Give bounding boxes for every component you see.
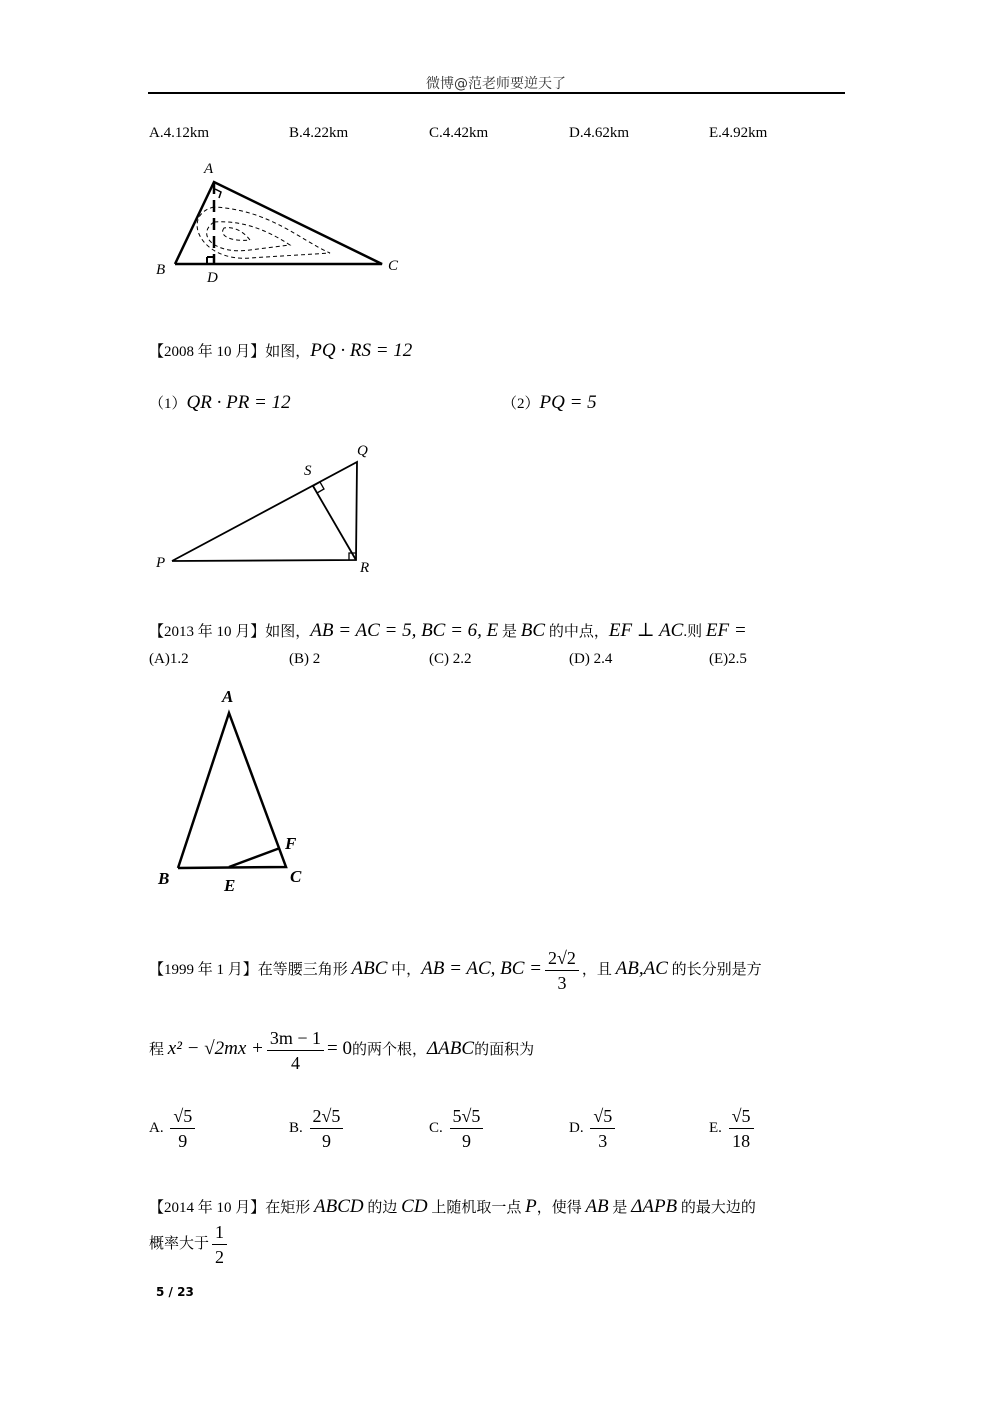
fig2-label-r: R xyxy=(360,560,370,576)
fig2-label-q: Q xyxy=(357,443,368,459)
fig2-label-s: S xyxy=(304,463,312,479)
text: 的长分别是方 xyxy=(667,961,762,978)
math: EF = xyxy=(705,620,747,641)
source-tag: 【2014 年 10 月】 xyxy=(149,1200,266,1216)
fig1-label-d: D xyxy=(207,270,218,286)
math: AB,AC xyxy=(615,957,668,979)
text: 概率大于 xyxy=(149,1235,210,1252)
option-c: (C) 2.2 xyxy=(429,651,472,667)
q3-stem-line1 xyxy=(149,946,762,995)
math: EF ⊥ AC xyxy=(608,620,684,641)
fraction xyxy=(267,1026,324,1075)
fig1-label-b: B xyxy=(156,262,166,278)
math: P xyxy=(525,1196,537,1217)
fraction xyxy=(170,1104,195,1153)
fig3-label-f: F xyxy=(285,834,297,853)
text: 中， xyxy=(387,961,422,978)
option-label: A. xyxy=(149,1119,164,1136)
denominator: 2 xyxy=(215,1247,225,1267)
option-c: C.4.42km xyxy=(429,125,489,141)
text: ，且 xyxy=(581,961,616,978)
condition-math: QR · PR = 12 xyxy=(186,392,291,413)
q3-stem-line2 xyxy=(149,1026,534,1075)
text: 的两个根， xyxy=(352,1041,428,1058)
q4-stem-line2 xyxy=(149,1220,230,1269)
fraction xyxy=(310,1104,344,1153)
denominator: 4 xyxy=(290,1053,300,1073)
intro-text: 如图， xyxy=(265,624,311,640)
option-d: (D) 2.4 xyxy=(569,651,613,667)
q1-condition-1 xyxy=(149,392,291,414)
q4-stem-line1 xyxy=(149,1196,756,1218)
text: 是 xyxy=(608,1200,632,1216)
source-tag: 【2013 年 10 月】 xyxy=(149,624,266,640)
fraction xyxy=(212,1220,227,1269)
text: 程 xyxy=(149,1041,168,1058)
option-label: E. xyxy=(709,1119,722,1136)
option-a xyxy=(149,1104,198,1153)
fraction xyxy=(590,1104,615,1153)
fig3-label-a: A xyxy=(222,687,234,706)
fig3-label-e: E xyxy=(224,876,236,895)
option-e: E.4.92km xyxy=(709,125,768,141)
denominator: 9 xyxy=(321,1131,331,1151)
fraction xyxy=(450,1104,484,1153)
intro-text: 如图， xyxy=(265,344,311,360)
numerator: √5 xyxy=(590,1104,615,1129)
math: = 0 xyxy=(327,1037,352,1059)
fig3-label-c: C xyxy=(290,867,302,886)
math: x² − √2mx + xyxy=(167,1037,264,1059)
denominator: 9 xyxy=(178,1131,188,1151)
text: 的边 xyxy=(363,1200,402,1216)
option-b: (B) 2 xyxy=(289,651,321,667)
text: 在矩形 xyxy=(265,1200,315,1216)
option-label: B. xyxy=(289,1119,303,1136)
math: ABCD xyxy=(314,1196,364,1217)
option-c xyxy=(429,1104,486,1153)
page-header: 微博@范老师要逆天了 xyxy=(426,76,566,92)
option-label: C. xyxy=(429,1119,443,1136)
fig3-label-b: B xyxy=(158,869,170,888)
option-b xyxy=(289,1104,346,1153)
q1-condition-2 xyxy=(502,392,597,414)
numerator: 2√2 xyxy=(545,946,579,971)
fraction xyxy=(545,946,579,995)
math: BC xyxy=(520,620,546,641)
option-label: D. xyxy=(569,1119,584,1136)
numerator: 1 xyxy=(212,1220,227,1245)
text: 的中点， xyxy=(545,624,609,640)
source-tag: 【1999 年 1 月】 xyxy=(149,961,258,978)
math: AB = AC = 5, BC = 6, E xyxy=(310,620,499,641)
denominator: 18 xyxy=(732,1131,751,1151)
math: ΔAPB xyxy=(631,1196,678,1217)
condition-number: （2） xyxy=(502,396,540,412)
math: ABC xyxy=(351,957,388,979)
stem-math: PQ · RS = 12 xyxy=(310,340,413,361)
numerator: 5√5 xyxy=(450,1104,484,1129)
denominator: 3 xyxy=(598,1131,608,1151)
condition-number: （1） xyxy=(149,396,187,412)
text: 的最大边的 xyxy=(677,1200,756,1216)
q2-stem xyxy=(149,619,747,642)
condition-math: PQ = 5 xyxy=(539,392,597,413)
text: 在等腰三角形 xyxy=(257,961,352,978)
math: AB xyxy=(585,1196,609,1217)
numerator: √5 xyxy=(729,1104,754,1129)
text: 上随机取一点 xyxy=(427,1200,526,1216)
option-a: (A)1.2 xyxy=(149,651,189,667)
math: AB = AC, BC = xyxy=(421,957,543,979)
text: .则 xyxy=(683,624,706,640)
denominator: 3 xyxy=(557,973,567,993)
text: 是 xyxy=(498,624,521,640)
text: 的面积为 xyxy=(474,1041,535,1058)
text: ，使得 xyxy=(536,1200,586,1216)
option-e xyxy=(709,1104,757,1153)
q1-stem xyxy=(149,340,412,362)
option-d xyxy=(569,1104,618,1153)
option-a: A.4.12km xyxy=(149,125,209,141)
option-b: B.4.22km xyxy=(289,125,349,141)
denominator: 9 xyxy=(461,1131,471,1151)
numerator: √5 xyxy=(170,1104,195,1129)
math: ΔABC xyxy=(427,1037,475,1059)
option-e: (E)2.5 xyxy=(709,651,747,667)
fraction xyxy=(729,1104,754,1153)
option-d: D.4.62km xyxy=(569,125,629,141)
fig1-label-a: A xyxy=(204,161,214,177)
numerator: 2√5 xyxy=(310,1104,344,1129)
fig1-label-c: C xyxy=(388,258,399,274)
source-tag: 【2008 年 10 月】 xyxy=(149,344,266,360)
page-number: 5 / 23 xyxy=(156,1285,194,1299)
math: CD xyxy=(401,1196,428,1217)
fig2-label-p: P xyxy=(156,555,166,571)
numerator: 3m − 1 xyxy=(267,1026,324,1051)
